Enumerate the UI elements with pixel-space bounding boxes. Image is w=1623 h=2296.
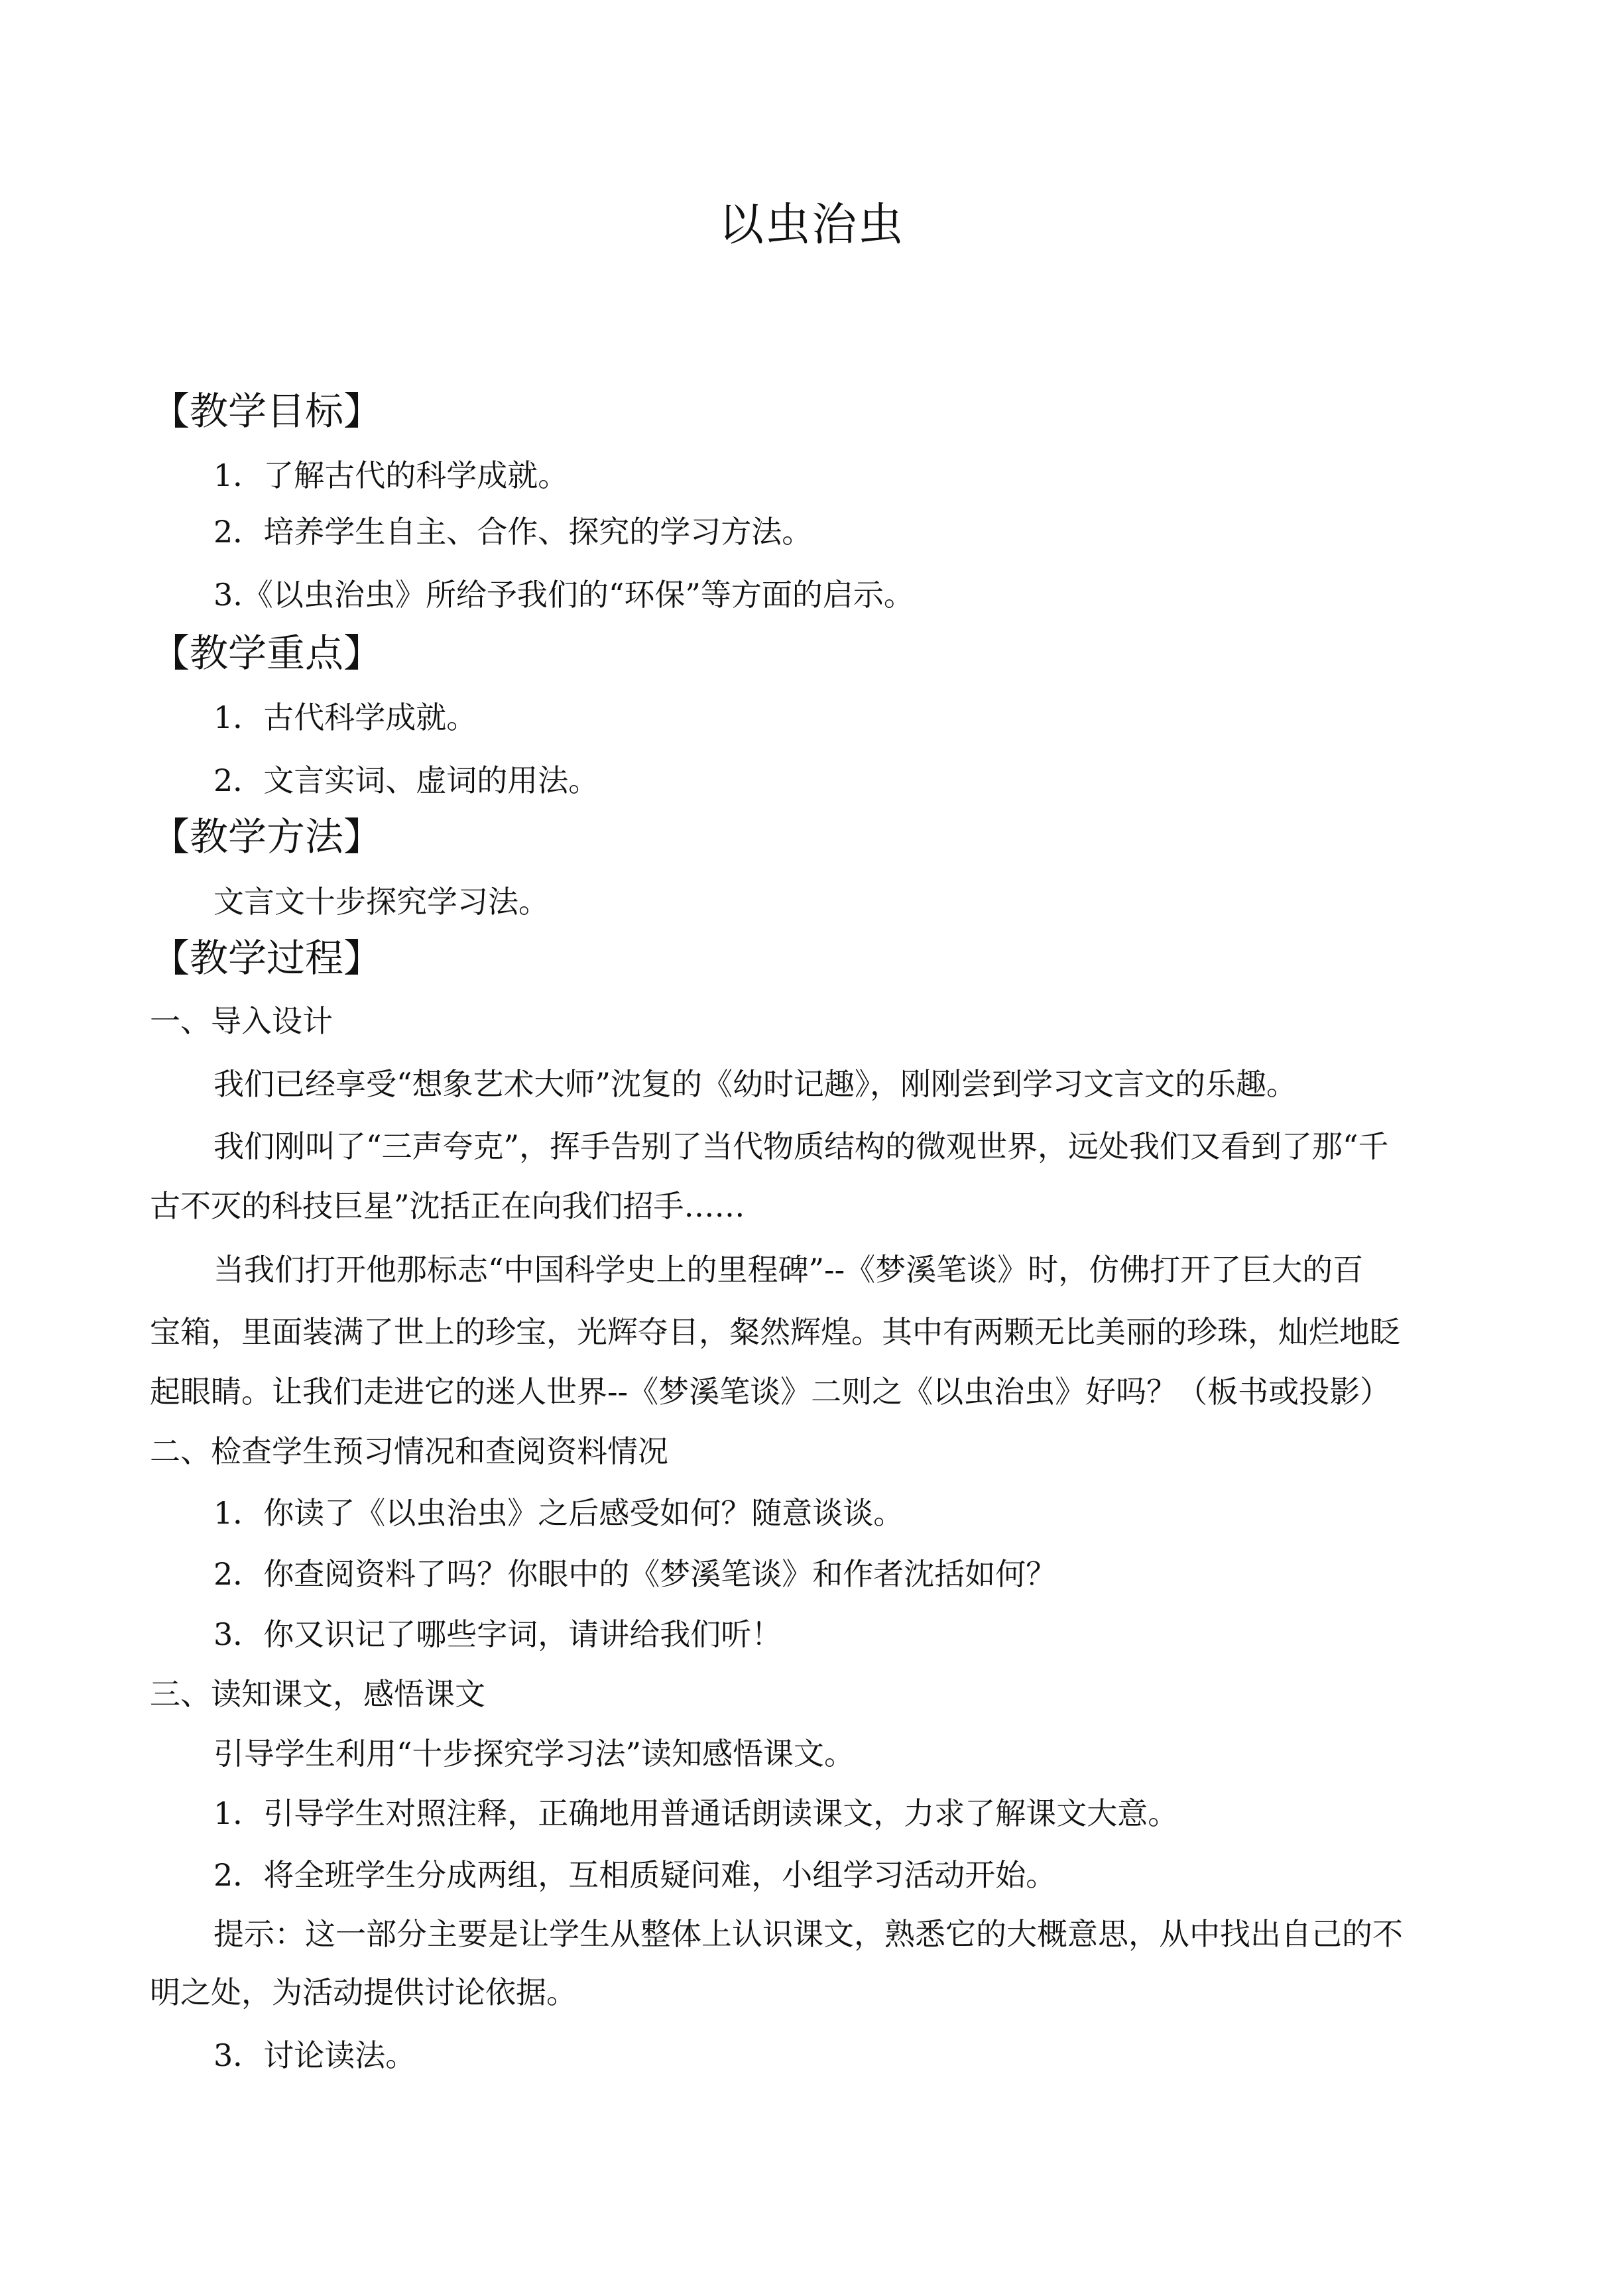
methods-heading: 【教学方法】	[151, 814, 383, 859]
objective-item: 3.《以虫治虫》所给予我们的“环保”等方面的启示。	[213, 577, 914, 613]
part3-tip-continued: 明之处，为活动提供讨论依据。	[150, 1974, 577, 2010]
paragraph: 我们已经享受“想象艺术大师”沈复的《幼时记趣》，刚刚尝到学习文言文的乐趣。	[213, 1066, 1297, 1102]
part3-step: 1．引导学生对照注释，正确地用普通话朗读课文，力求了解课文大意。	[213, 1795, 1179, 1831]
objective-item: 1．了解古代的科学成就。	[213, 457, 569, 493]
part3-step: 2．将全班学生分成两组，互相质疑问难，小组学习活动开始。	[213, 1857, 1057, 1893]
paragraph-continued: 起眼睛。让我们走进它的迷人世界--《梦溪笔谈》二则之《以虫治虫》好吗？（板书或投影）	[150, 1374, 1391, 1410]
paragraph-continued: 宝箱，里面装满了世上的珍宝，光辉夺目，粲然辉煌。其中有两颗无比美丽的珍珠，灿烂地眨	[150, 1314, 1400, 1350]
part3-tip: 提示：这一部分主要是让学生从整体上认识课文，熟悉它的大概意思，从中找出自己的不	[213, 1916, 1403, 1952]
objectives-heading: 【教学目标】	[151, 389, 383, 434]
key-point-item: 1．古代科学成就。	[213, 699, 477, 735]
paragraph: 我们刚叫了“三声夸克”，挥手告别了当代物质结构的微观世界，远处我们又看到了那“千	[213, 1128, 1389, 1164]
page-title: 以虫治虫	[718, 199, 904, 251]
paragraph: 当我们打开他那标志“中国科学史上的里程碑”--《梦溪笔谈》时，仿佛打开了巨大的百	[213, 1252, 1364, 1288]
part3-title: 三、读知课文，感悟课文	[150, 1676, 485, 1712]
part2-item: 3．你又识记了哪些字词，请讲给我们听！	[213, 1616, 782, 1652]
part1-title: 一、导入设计	[150, 1003, 333, 1039]
process-heading: 【教学过程】	[151, 936, 383, 981]
part2-item: 1．你读了《以虫治虫》之后感受如何？随意谈谈。	[213, 1495, 904, 1531]
part2-title: 二、检查学生预习情况和查阅资料情况	[150, 1433, 668, 1469]
paragraph-continued: 古不灭的科技巨星”沈括正在向我们招手……	[150, 1188, 745, 1224]
key-point-item: 2．文言实词、虚词的用法。	[213, 762, 599, 798]
part2-item: 2．你查阅资料了吗？你眼中的《梦溪笔谈》和作者沈括如何？	[213, 1556, 1057, 1592]
part3-intro: 引导学生利用“十步探究学习法”读知感悟课文。	[213, 1736, 855, 1772]
objective-item: 2．培养学生自主、合作、探究的学习方法。	[213, 514, 813, 550]
part3-step: 3．讨论读法。	[213, 2037, 416, 2073]
key-points-heading: 【教学重点】	[151, 631, 383, 676]
methods-text: 文言文十步探究学习法。	[213, 884, 549, 920]
